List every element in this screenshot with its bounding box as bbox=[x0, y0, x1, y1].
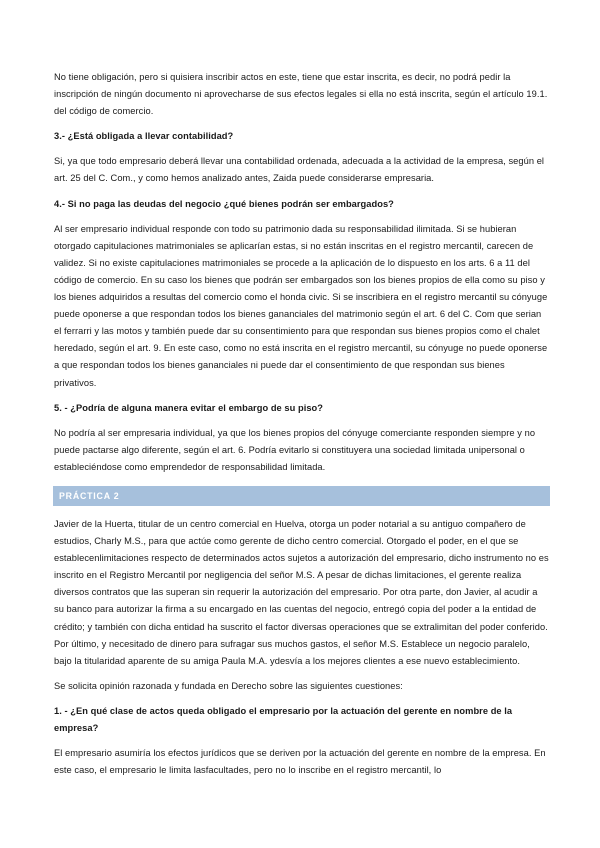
section-title: PRÁCTICA 2 bbox=[59, 490, 120, 501]
answer-4-paragraph: Al ser empresario individual responde con todo su patrimonio dada su responsabilidad ilimitada. Si se hubieran otorgado capitulaciones matrimoniales se aplicarían estas, si no están inscritas en el registro mercantil, carecen de validez. Si no existe capitulaciones matrimoniales se procede a la aplicación de lo dispuesto en los arts. 6 a 11 del código de comercio. En su caso los bienes que podrán ser embargados son los bienes propios de ella como su piso y los bienes adquiridos a resultas del comercio como el honda civic. Si se inscribiera en el registro mercantil su cónyuge puede oponerse a que respondan todos los bienes gananciales del matrimonio según el art. 6 del C. Com que serian el ferrarri y las motos y también puede dar su consentimiento para que respondan sus bienes propios como el chalet heredado, según el art. 9. En este caso, como no está inscrita en el registro mercantil, su cónyuge no puede oponerse a que respondan todos los bienes gananciales ni puede dar el consentimiento de que respondan sus bienes privativos. bbox=[54, 223, 548, 388]
section-header-band bbox=[53, 486, 550, 506]
request-paragraph: Se solicita opinión razonada y fundada en Derecho sobre las siguientes cuestiones: bbox=[54, 680, 403, 691]
answer-5-paragraph: No podría al ser empresaria individual, ya que los bienes propios del cónyuge comerciante responden siempre y no puede pactarse algo diferente, según el art. 6. Podría evitarlo si constituyera una sociedad limitada unipersonal o estableciéndose como emprendedor de responsabilidad limitada. bbox=[54, 427, 536, 472]
document-body bbox=[54, 69, 549, 779]
intro-paragraph: No tiene obligación, pero si quisiera inscribir actos en este, tiene que estar inscrita, es decir, no podrá pedir la inscripción de ningún documento ni aprovecharse de sus efectos legales si ella no está inscrita, según el artículo 19.1. del código de comercio. bbox=[54, 72, 548, 117]
case-paragraph: Javier de la Huerta, titular de un centro comercial en Huelva, otorga un poder notarial a su antiguo compañero de estudios, Charly M.S., para que actúe como gerente de dicho centro comercial. Otorgado el poder, en el que se establecenlimitaciones respecto de determinados actos sujetos a autorización del empresario, dicho instrumento no es inscrito en el Registro Mercantil por negligencia del señor M.S. A pesar de dichas limitaciones, el gerente realiza diversos contratos que las superan sin requerir la autorización del empresario. Por otra parte, don Javier, al acudir a su banco para autorizar la firma a su encargado en las cuentas del negocio, entregó copia del poder a la entidad de crédito; y también con dicha entidad ha suscrito el factor diversas operaciones que se extralimitan del poder conferido. Por último, y necesitado de dinero para sufragar sus muchos gastos, el señor M.S. Establece un negocio paralelo, bajo la titularidad aparente de su amiga Paula M.A. ydesvía a los mejores clientes a ese nuevo establecimiento. bbox=[54, 518, 549, 666]
question-5-heading: 5. - ¿Podría de alguna manera evitar el embargo de su piso? bbox=[54, 402, 324, 413]
answer-1-paragraph: El empresario asumiría los efectos jurídicos que se deriven por la actuación del gerente en nombre de la empresa. En este caso, el empresario le limita lasfacultades, pero no lo inscribe en el registro mercantil, lo bbox=[54, 748, 546, 776]
question-1-heading: 1. - ¿En qué clase de actos queda obligado el empresario por la actuación del gerente en nombre de la empresa? bbox=[54, 705, 513, 733]
question-3-heading: 3.- ¿Está obligada a llevar contabilidad? bbox=[54, 131, 234, 142]
question-4-heading: 4.- Si no paga las deudas del negocio ¿qué bienes podrán ser embargados? bbox=[54, 198, 394, 209]
answer-3-paragraph: Si, ya que todo empresario deberá llevar una contabilidad ordenada, adecuada a la actividad de la empresa, según el art. 25 del C. Com., y como hemos analizado antes, Zaida puede considerarse empresaria. bbox=[54, 156, 545, 184]
